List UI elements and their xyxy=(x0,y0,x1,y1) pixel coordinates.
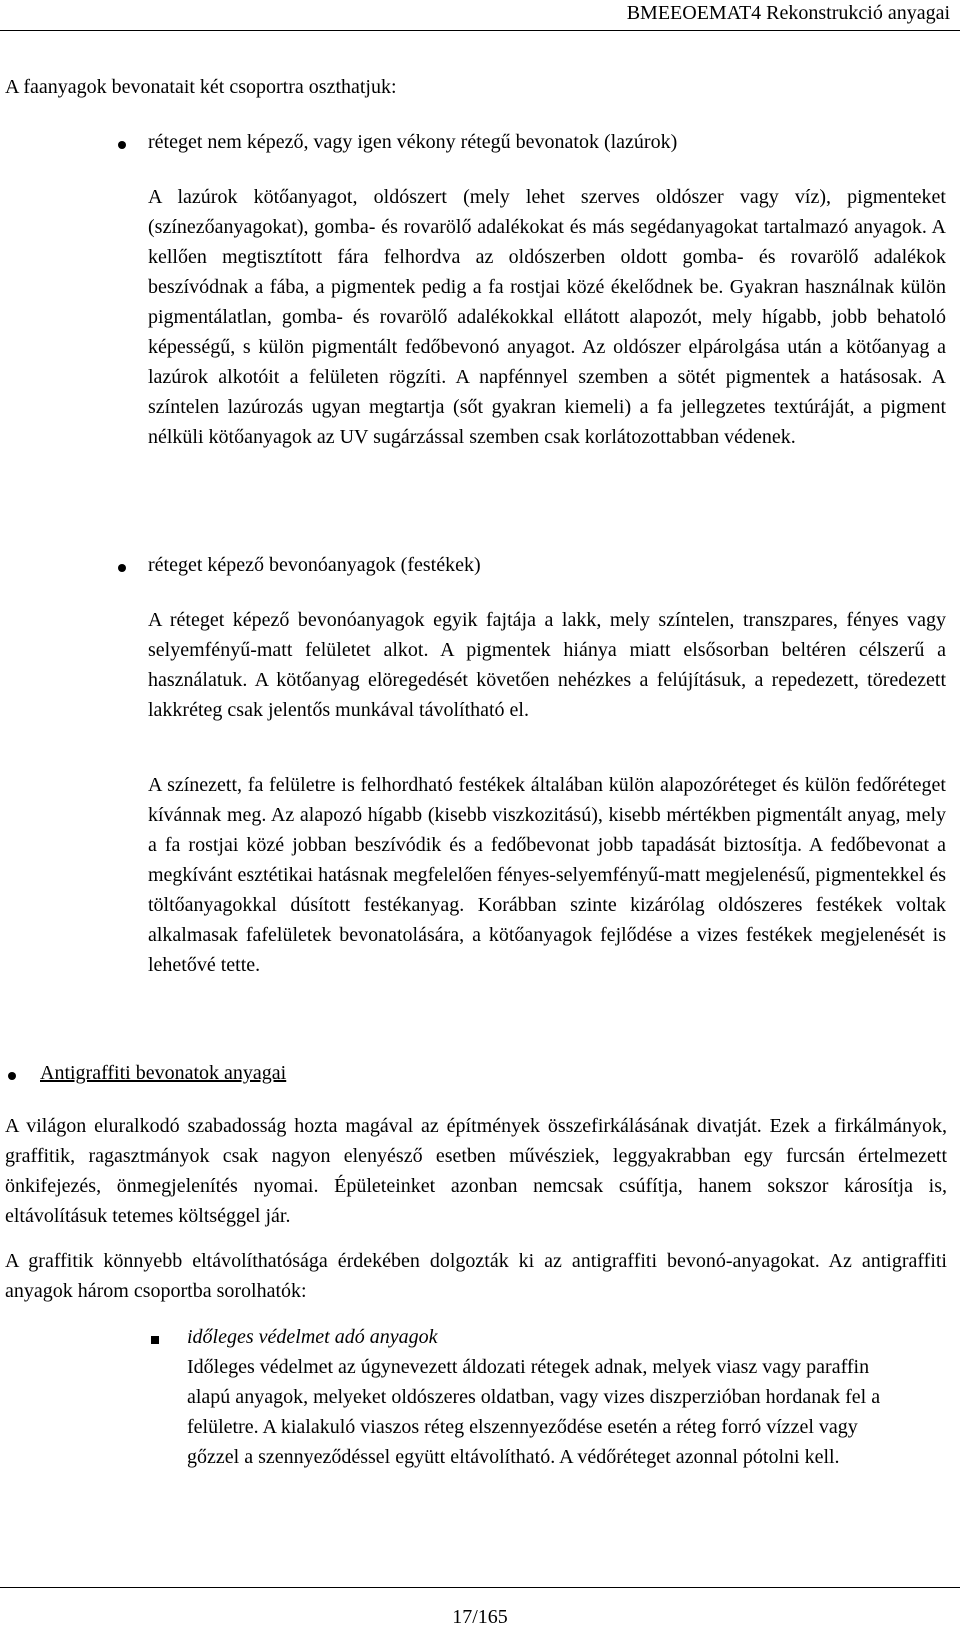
intro-text: A faanyagok bevonatait két csoportra oszthatjuk: xyxy=(5,76,397,98)
group2-paragraph-1: A réteget képező bevonóanyagok egyik fajtája a lakk, mely színtelen, transzpares, fényes vagy selyemfényű-matt felületet alkot. A pigmentek hiánya miatt elsősorban beltéren célszerű a használatuk. A kötőanyag elöregedését követően nehézkes a felújításuk, a repedezett, töredezett lakkréteg csak jelentős munkával távolítható el. xyxy=(148,609,946,721)
bullet-dot xyxy=(118,141,126,149)
item1-title: időleges védelmet adó anyagok xyxy=(187,1326,438,1348)
section-paragraph-2: A graffitik könnyebb eltávolíthatósága érdekében dolgozták ki az antigraffiti bevonó-anyagokat. Az antigraffiti anyagok három csoportba sorolhatók: xyxy=(5,1250,947,1302)
group2-paragraph-2: A színezett, fa felületre is felhordható festékek általában külön alapozóréteget és külön fedőréteget kívánnak meg. Az alapozó hígabb (kisebb viszkozitású), kisebb mértékben pigmentált anyag, mely a fa rostjai közé jobban beszívódik és a fedőbevonat jobb tapadását biztosítja. A fedőbevonat a megkívánt esztétikai hatásnak megfelelően fényes-selyemfényű-matt megjelenésű, pigmentekkel és töltőanyagokkal dúsított festékanyag. Korábban szinte kizárólag oldószeres festékek voltak alkalmasak fafelületek bevonatolására, a kötőanyagok fejlődése a vizes festékek megjelenését is lehetővé tette. xyxy=(148,774,946,976)
header-rule xyxy=(0,30,960,31)
section-paragraph-1: A világon eluralkodó szabadosság hozta magával az építmények összefirkálásának divatját. Ezek a firkálmányok, graffitik, ragasztmányok csak nagyon elenyésző esetben művésziek, leggyakrabban egy furcsán értelmezett önkifejezés, önmegjelenítés nyomai. Épületeinket azonban nemcsak csúfítja, hanem sokszor károsítja is, eltávolításuk tetemes költséggel jár. xyxy=(5,1115,947,1227)
footer-rule xyxy=(0,1587,960,1588)
page-number: 17/165 xyxy=(452,1606,508,1628)
group1-paragraph: A lazúrok kötőanyagot, oldószert (mely lehet szerves oldószer vagy víz), pigmenteket (színezőanyagokat), gomba- és rovarölő adalékokat és más segédanyagokat tartalmazó anyagok. A kellően megtisztított fára felhordva az oldószerben oldott gomba- és rovarölő adalékok beszívódnak a fába, a pigmentek pedig a fa rostjai közé ékelődnek be. Gyakran használnak külön pigmentálatlan, gomba- és rovarölő adalékokkal ellátott alapozót, mely hígabb, jobb behatoló képességű, s külön pigmentált fedőbevonó anyagot. Az oldószer elpárolgása után a kötőanyag a lazúrok alkotóit a felületen rögzíti. A napfénnyel szemben a sötét pigmentek a hatásosak. A színtelen lazúrozás ugyan megtartja (sőt gyakran kiemeli) a fa jellegzetes textúráját, a pigment nélküli kötőanyagok az UV sugárzással szemben csak korlátozottabban védenek. xyxy=(148,186,946,448)
page-header: BMEEOEMAT4 Rekonstrukció anyagai xyxy=(626,2,950,24)
square-bullet xyxy=(151,1336,159,1344)
group2-bullet-text: réteget képező bevonóanyagok (festékek) xyxy=(148,554,481,576)
bullet-dot xyxy=(8,1072,16,1080)
group1-bullet-text: réteget nem képező, vagy igen vékony rétegű bevonatok (lazúrok) xyxy=(148,131,678,153)
bullet-dot xyxy=(118,564,126,572)
section-title: Antigraffiti bevonatok anyagai xyxy=(40,1062,287,1084)
item1-text: Időleges védelmet az úgynevezett áldozati rétegek adnak, melyek viasz vagy paraffin alapú anyagok, melyeket oldószeres oldatban, vagy vizes diszperzióban hordanak fel a felületre. A kialakuló viaszos réteg elszennyeződése esetén a réteg forró vízzel vagy gőzzel a szennyeződéssel együtt eltávolítható. A védőréteget azonnal pótolni kell. xyxy=(187,1356,881,1468)
